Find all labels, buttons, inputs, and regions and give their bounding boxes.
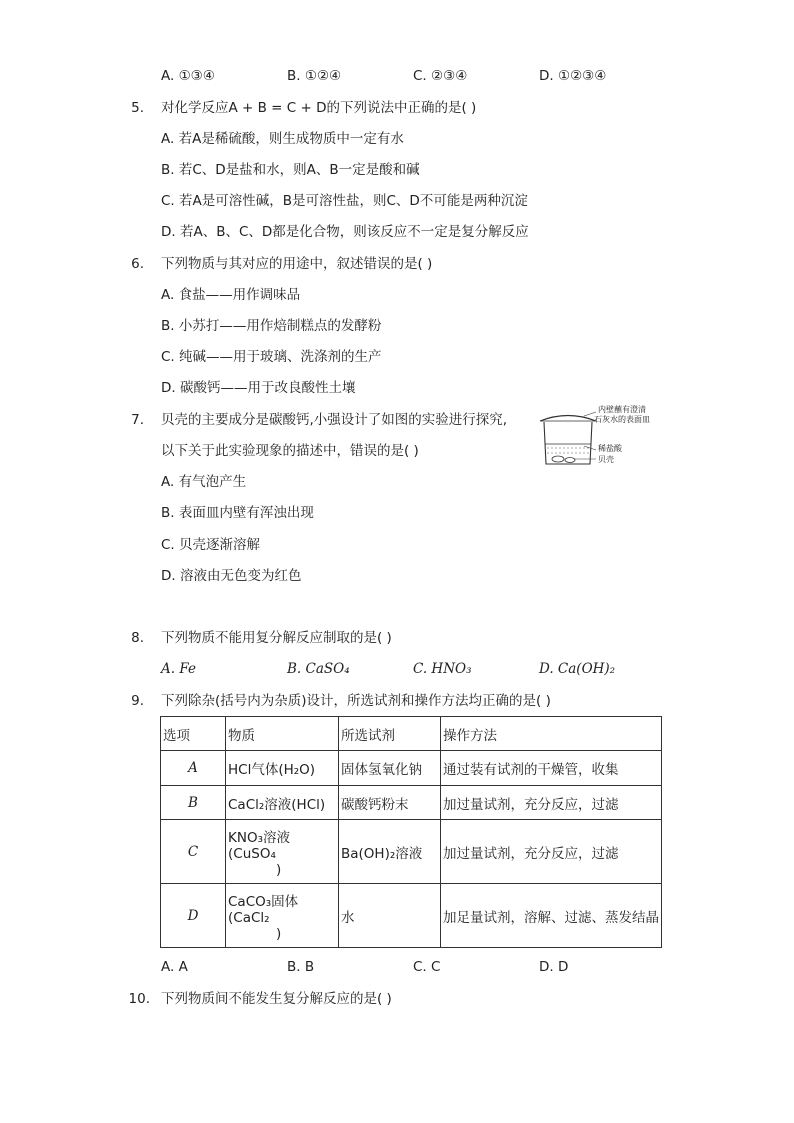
table-cell-method: 加过量试剂，充分反应，过滤: [441, 820, 662, 884]
table-cell-option: A: [161, 751, 226, 786]
question-stem: 对化学反应A + B = C + D的下列说法中正确的是( ): [161, 100, 477, 116]
q7-option-b: B. 表面皿内壁有浑浊出现: [161, 505, 314, 521]
table-row: [161, 884, 662, 948]
q8-option-d: D. Ca(OH)₂: [539, 661, 616, 677]
table-header: 操作方法: [441, 717, 662, 751]
table-header: 所选试剂: [339, 717, 441, 751]
table-cell-method: 加足量试剂，溶解、过滤、蒸发结晶: [441, 884, 662, 948]
table-cell-substance: [226, 751, 339, 786]
q4-option-d: D. ①②③④: [539, 68, 607, 84]
experiment-figure: [536, 404, 666, 468]
table-cell-reagent: 固体氢氧化钠: [339, 751, 441, 786]
question-stem-line-2: 以下关于此实验现象的描述中，错误的是( ): [161, 443, 419, 459]
q6-option-b: B. 小苏打——用作焙制糕点的发酵粉: [161, 318, 382, 334]
substance-line: HCl气体(H₂O): [228, 762, 316, 778]
table-cell-substance: [226, 820, 339, 884]
q7-option-d: D. 溶液由无色变为红色: [161, 568, 302, 584]
table-cell-method: 通过装有试剂的干燥管，收集: [441, 751, 662, 786]
figure-label-watch-glass-2: 石灰水的表面皿: [594, 415, 650, 424]
question-number: 9.: [131, 693, 144, 709]
question-number: 10.: [128, 991, 150, 1007]
question-stem-line-1: 贝壳的主要成分是碳酸钙,小强设计了如图的实验进行探究,: [161, 412, 508, 428]
substance-line-cont: ): [276, 925, 282, 942]
q9-option-a: A. A: [161, 959, 188, 975]
q6-option-a: A. 食盐——用作调味品: [161, 287, 301, 303]
q5-option-a: A. 若A是稀硫酸，则生成物质中一定有水: [161, 131, 404, 147]
table-cell-substance: [226, 884, 339, 948]
q8-option-c: C. HNO₃: [413, 661, 472, 677]
table-cell-method: 加过量试剂，充分反应，过滤: [441, 786, 662, 820]
question-stem: 下列除杂(括号内为杂质)设计，所选试剂和操作方法均正确的是( ): [161, 693, 551, 709]
question-stem: 下列物质间不能发生复分解反应的是( ): [161, 991, 392, 1007]
table-row: [161, 786, 662, 820]
q5-option-d: D. 若A、B、C、D都是化合物，则该反应不一定是复分解反应: [161, 224, 529, 240]
substance-line-cont: ): [276, 861, 282, 878]
q9-option-b: B. B: [287, 959, 315, 975]
question-number: 6.: [131, 256, 144, 272]
table-header: 选项: [161, 717, 226, 751]
q6-option-c: C. 纯碱——用于玻璃、洗涤剂的生产: [161, 349, 382, 365]
question-number: 5.: [131, 100, 144, 116]
figure-label-acid: 稀盐酸: [598, 444, 622, 453]
q9-option-c: C. C: [413, 959, 441, 975]
question-stem: 下列物质不能用复分解反应制取的是( ): [161, 630, 392, 646]
question-number: 7.: [131, 412, 144, 428]
q9-option-d: D. D: [539, 959, 569, 975]
table-cell-option: C: [161, 820, 226, 884]
table-cell-reagent: 碳酸钙粉末: [339, 786, 441, 820]
q7-option-c: C. 贝壳逐渐溶解: [161, 537, 261, 553]
table-cell-option: D: [161, 884, 226, 948]
figure-label-shell: 贝壳: [598, 455, 614, 464]
substance-line: CaCO₃固体(CaCl₂: [228, 893, 299, 926]
q4-option-b: B. ①②④: [287, 68, 342, 84]
question-stem: 下列物质与其对应的用途中，叙述错误的是( ): [161, 256, 433, 272]
substance-line: KNO₃溶液(CuSO₄: [228, 829, 290, 862]
table-cell-substance: [226, 786, 339, 820]
q8-option-a: A. Fe: [161, 661, 196, 677]
q7-option-a: A. 有气泡产生: [161, 474, 247, 490]
table-cell-reagent: 水: [339, 884, 441, 948]
table-cell-option: B: [161, 786, 226, 820]
figure-label-watch-glass-1: 内壁蘸有澄清: [598, 405, 646, 414]
question-number: 8.: [131, 630, 144, 646]
q4-option-a: A. ①③④: [161, 68, 215, 84]
table-row: [161, 820, 662, 884]
q5-option-b: B. 若C、D是盐和水，则A、B一定是酸和碱: [161, 162, 420, 178]
q6-option-d: D. 碳酸钙——用于改良酸性土壤: [161, 380, 356, 396]
table-header-row: [161, 717, 662, 751]
table-cell-reagent: Ba(OH)₂溶液: [339, 820, 441, 884]
table-row: [161, 751, 662, 786]
q5-option-c: C. 若A是可溶性碱，B是可溶性盐，则C、D不可能是两种沉淀: [161, 193, 528, 209]
purification-table: [160, 716, 662, 948]
substance-line: CaCl₂溶液(HCl): [228, 796, 326, 813]
q4-option-c: C. ②③④: [413, 68, 468, 84]
q8-option-b: B. CaSO₄: [287, 661, 350, 677]
table-header: 物质: [226, 717, 339, 751]
